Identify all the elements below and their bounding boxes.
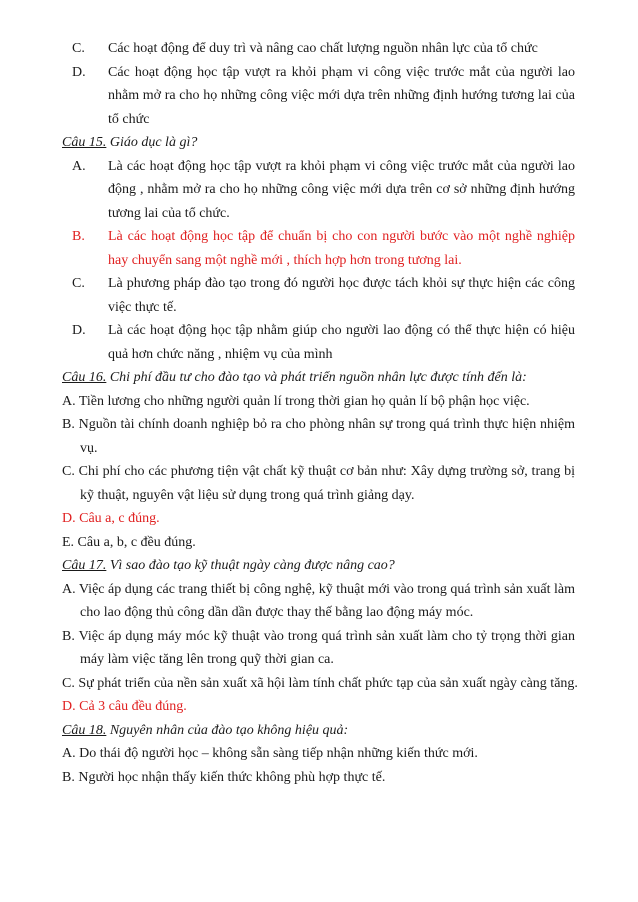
question-text: Nguyên nhân của đào tạo không hiệu quả: xyxy=(106,722,349,738)
option-text-line: Các hoạt động học tập vượt ra khỏi phạm vi công việc trước mắt của người lao xyxy=(108,64,575,80)
answer-text-line: D. Câu a, c đúng. xyxy=(62,511,160,526)
option-text-line: động , nhằm mở ra cho họ những công việc mới dựa trên cơ sở những định hướng xyxy=(108,182,575,197)
option-text-line: Các hoạt động để duy trì và nâng cao chất lượng nguồn nhân lực của tổ chức xyxy=(108,41,538,56)
question-heading xyxy=(62,557,395,575)
option-text-line: việc thực tế. xyxy=(108,299,177,315)
option-text-line: hay chuyển sang một nghề mới , thích hợp hơn trong tương lai. xyxy=(108,252,462,268)
option-label: C. xyxy=(72,276,85,291)
question-text: Giáo dục là gì? xyxy=(106,135,198,150)
question-number: Câu 16. xyxy=(62,370,107,385)
question-number: Câu 15. xyxy=(62,135,107,150)
answer-text-line: E. Câu a, b, c đều đúng. xyxy=(62,534,196,550)
option-text-line: Là các hoạt động học tập để chuẩn bị cho con người bước vào một nghề nghiệp xyxy=(108,229,575,244)
question-number: Câu 17. xyxy=(62,558,107,573)
option-text-line: tổ chức xyxy=(108,111,150,127)
answer-text-line: máy làm việc tăng lên trong quỹ thời gian ca. xyxy=(80,652,334,667)
answer-text-line: kỹ thuật, nguyên vật liệu sử dụng trong quá trình giảng dạy. xyxy=(80,487,415,503)
question-heading xyxy=(62,369,527,387)
option-text-line: Là các hoạt động học tập vượt ra khỏi phạm vi công việc trước mắt của người lao xyxy=(108,158,575,174)
answer-text-line: A. Tiền lương cho những người quản lí trong thời gian họ quản lí bộ phận học việc. xyxy=(62,393,530,409)
option-text-line: Là các hoạt động học tập nhằm giúp cho người lao động có thể thực hiện có hiệu xyxy=(108,323,575,338)
answer-text-line: C. Sự phát triển của nền sản xuất xã hội làm tính chất phức tạp của sản xuất ngày càng tăng. xyxy=(62,675,578,691)
question-text: Vì sao đào tạo kỹ thuật ngày càng được nâng cao? xyxy=(106,558,395,573)
answer-text-line: B. Việc áp dụng máy móc kỹ thuật vào trong quá trình sản xuất làm cho tỷ trọng thời gian xyxy=(62,628,575,644)
question-heading xyxy=(62,722,348,740)
option-label: B. xyxy=(72,229,85,244)
answer-text-line: B. Nguồn tài chính doanh nghiệp bỏ ra cho phòng nhân sự trong quá trình thực hiện nhiệm xyxy=(62,417,575,432)
option-text-line: quả hơn chức năng , nhiệm vụ của mình xyxy=(108,346,333,362)
option-text-line: tương lai của tổ chức. xyxy=(108,205,230,221)
question-text: Chi phí đầu tư cho đào tạo và phát triển nguồn nhân lực được tính đến là: xyxy=(106,370,527,385)
option-text-line: nhằm mở ra cho họ những công việc mới dựa trên những định hướng tương lai của xyxy=(108,88,575,103)
answer-text-line: C. Chi phí cho các phương tiện vật chất kỹ thuật cơ bản như: Xây dựng trường sở, trang bị xyxy=(62,464,575,479)
option-text-line: Là phương pháp đào tạo trong đó người học được tách khỏi sự thực hiện các công xyxy=(108,276,575,291)
option-label: C. xyxy=(72,41,85,56)
question-heading xyxy=(62,134,197,152)
answer-text-line: A. Do thái độ người học – không sẵn sàng tiếp nhận những kiến thức mới. xyxy=(62,746,478,761)
answer-text-line: B. Người học nhận thấy kiến thức không phù hợp thực tế. xyxy=(62,769,386,785)
answer-text-line: D. Cả 3 câu đều đúng. xyxy=(62,699,187,714)
answer-text-line: vụ. xyxy=(80,440,98,456)
option-label: D. xyxy=(72,64,86,80)
option-label: A. xyxy=(72,158,86,174)
option-label: D. xyxy=(72,323,86,338)
answer-text-line: A. Việc áp dụng các trang thiết bị công nghệ, kỹ thuật mới vào trong quá trình sản xuất làm xyxy=(62,581,575,597)
question-number: Câu 18. xyxy=(62,722,107,738)
answer-text-line: cho lao động thủ công dần dần được thay thế bằng lao động máy móc. xyxy=(80,605,474,620)
